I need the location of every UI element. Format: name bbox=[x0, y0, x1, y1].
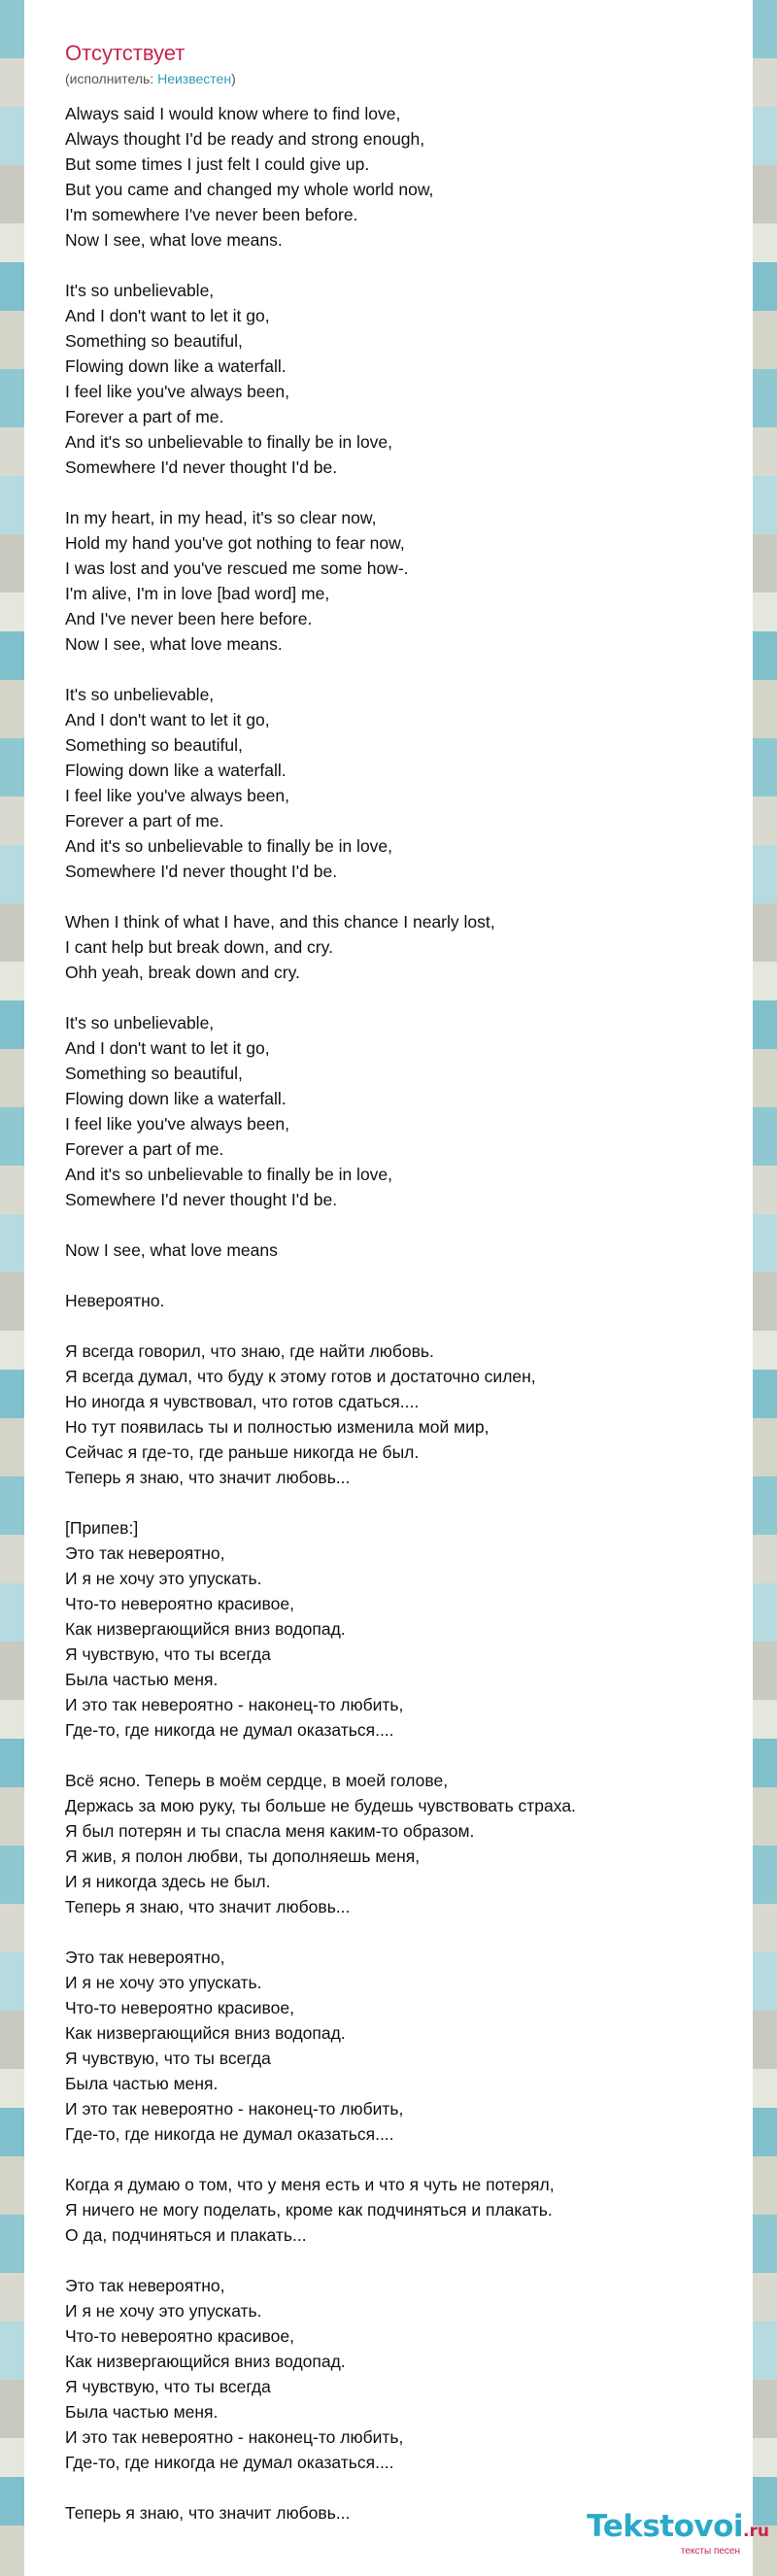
logo-wordmark bbox=[587, 2510, 769, 2548]
artist-prefix: (исполнитель: bbox=[65, 71, 158, 86]
lyrics-page bbox=[24, 0, 753, 2576]
song-title: Отсутствует bbox=[65, 41, 186, 65]
artist-line bbox=[65, 70, 236, 87]
logo-tagline: тексты песен bbox=[680, 2546, 740, 2557]
site-logo[interactable] bbox=[587, 2510, 769, 2558]
lyrics-text: Always said I would know where to find love, Always thought I'd be ready and strong enough, But some times I just felt I could give up. But you came and changed my whole world now, I'm somewhere I've never been before. Now I see, what love means. It's so unbelievable, And I don't want to let it go, Something so beautiful, Flowing down like a waterfall. I feel like you've always been, Forever a part of me. And it's so unbelievable to finally be in love, Somewhere I'd never thought I'd be. In my heart, in my head, it's so clear now, Hold my hand you've got nothing to fear now, I was lost and you've rescued me some how-. I'm alive, I'm in love [bad word] me, And I've never been here before. Now I see, what love means. It's so unbelievable, And I don't want to let it go, Something so beautiful, Flowing down like a waterfall. I feel like you've always been, Forever a part of me. And it's so unbelievable to finally be in love, Somewhere I'd never thought I'd be. When I think of what I have, and this chance I nearly lost, I cant help but break down, and cry. Ohh yeah, break down and cry. It's so unbelievable, And I don't want to let it go, Something so beautiful, Flowing down like a waterfall. I feel like you've always been, Forever a part of me. And it's so unbelievable to finally be in love, Somewhere I'd never thought I'd be. Now I see, what love means Невероятно. Я всегда говорил, что знаю, где найти любовь. Я всегда думал, что буду к этому готов и достаточно силен, Но иногда я чувствовал, что готов сдаться.... Но тут появилась ты и полностью изменила мой мир, Сейчас я где-то, где раньше никогда не был. Теперь я знаю, что значит любовь... [Припев:] Это так невероятно, И я не хочу это упускать. Что-то невероятно красивое, Как низвергающийся вниз водопад. Я чувствую, что ты всегда Была частью меня. И это так невероятно - наконец-то любить, Где-то, где никогда не думал оказаться.... Всё ясно. Теперь в моём сердце, в моей голове, Держась за мою руку, ты больше не будешь чувствовать страха. Я был потерян и ты спасла меня каким-то образом. Я жив, я полон любви, ты дополняешь меня, И я никогда здесь не был. Теперь я знаю, что значит любовь... Это так невероятно, И я не хочу это упускать. Что-то невероятно красивое, Как низвергающийся вниз водопад. Я чувствую, что ты всегда Была частью меня. И это так невероятно - наконец-то любить, Где-то, где никогда не думал оказаться.... Когда я думаю о том, что у меня есть и что я чуть не потерял, Я ничего не могу поделать, кроме как подчиняться и плакать. О да, подчиняться и плакать... Это так невероятно, И я не хочу это упускать. Что-то невероятно красивое, Как низвергающийся вниз водопад. Я чувствую, что ты всегда Была частью меня. И это так невероятно - наконец-то любить, Где-то, где никогда не думал оказаться.... Теперь я знаю, что значит любовь... bbox=[65, 104, 576, 2523]
artist-link[interactable]: Неизвестен bbox=[157, 71, 232, 86]
logo-name: Tekstovoi bbox=[587, 2509, 744, 2544]
logo-tld: .ru bbox=[743, 2522, 769, 2541]
artist-suffix: ) bbox=[231, 71, 236, 86]
